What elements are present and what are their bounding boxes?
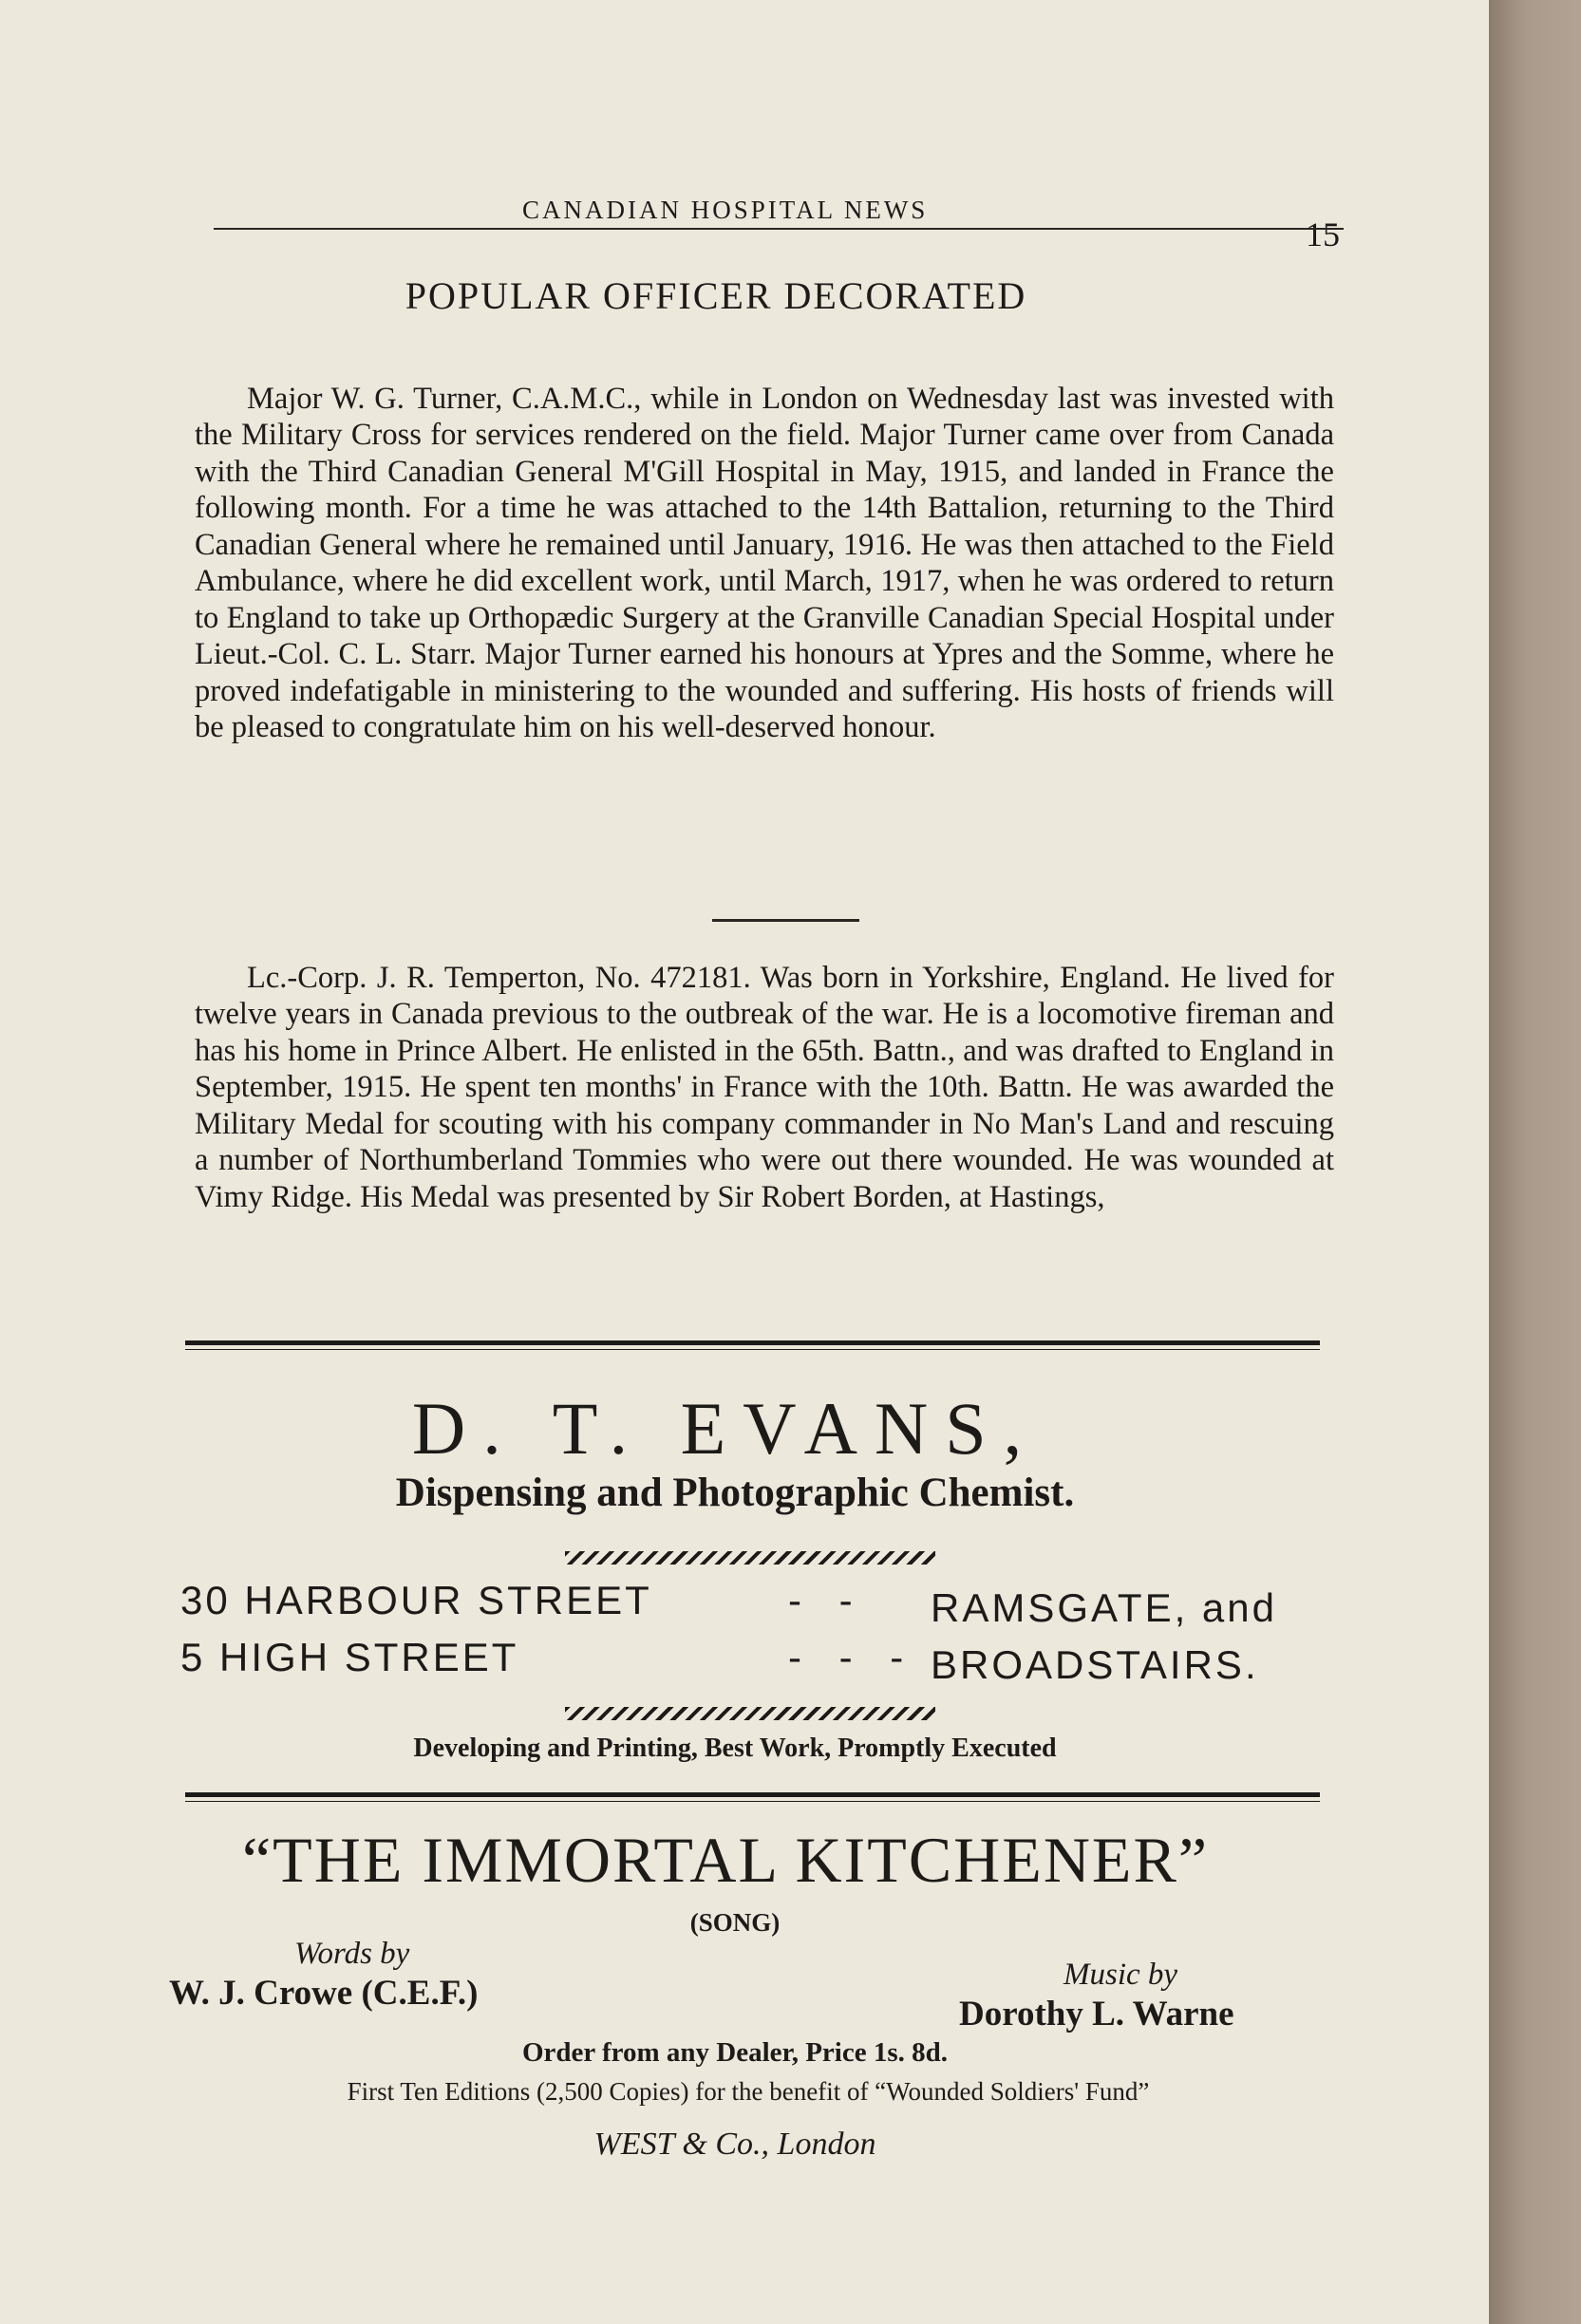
composer-name: Dorothy L. Warne — [959, 1995, 1234, 2034]
advertiser-tagline: Dispensing and Photographic Chemist. — [395, 1471, 1075, 1515]
address-dashes: - - - — [788, 1635, 917, 1679]
advertiser-services: Developing and Printing, Best Work, Promptly Executed — [413, 1734, 1057, 1763]
header-rule — [214, 228, 1344, 230]
ad-divider-bottom — [185, 1792, 1320, 1797]
address-town: RAMSGATE, and — [931, 1585, 1277, 1630]
article-paragraph-turner: Major W. G. Turner, C.A.M.C., while in London on Wednesday last was invested with the Military Cross for services rendered on the field. Major Turner came over from Canada with the Third Canadian General M'Gill Hospital in May, 1915, and landed in France the following month. For a time he was attached to the 14th Battalion, returning to the Third Canadian General where he remained until January, 1916. He was then attached to the Field Ambulance, where he did excellent work, until March, 1917, when he was ordered to return to England to take up Orthopædic Surgery at the Granville Canadian Special Hospital under Lieut.-Col. C. L. Starr. Major Turner earned his honours at Ypres and the Somme, where he proved indefatigable in ministering to the wounded and suffering. His hosts of friends will be pleased to congratulate him on his well-deserved honour. — [195, 381, 1334, 744]
address-street: 30 HARBOUR STREET — [180, 1578, 652, 1622]
publisher: WEST & Co., London — [593, 2127, 876, 2162]
article-paragraph-temperton: Lc.-Corp. J. R. Temperton, No. 472181. Was born in Yorkshire, England. He lived for twelve years in Canada previous to the outbreak of the war. He is a locomotive fireman and has his home in Prince Albert. He enlisted in the 65th. Battn., and was drafted to England in September, 1915. He spent ten months' in France with the 10th. Battn. He was awarded the Military Medal for scouting with his company commander in No Man's Land and rescuing a number of Northumberland Tommies who were out there wounded. He was wounded at Vimy Ridge. His Medal was presented by Sir Robert Borden, at Hastings, — [195, 960, 1334, 1214]
editions-info: First Ten Editions (2,500 Copies) for the benefit of “Wounded Soldiers' Fund” — [347, 2077, 1150, 2106]
words-by-label: Words by — [294, 1937, 410, 1971]
song-title: “THE IMMORTAL KITCHENER” — [242, 1824, 1209, 1896]
order-info: Order from any Dealer, Price 1s. 8d. — [521, 2037, 949, 2068]
song-type: (SONG) — [689, 1908, 781, 1937]
advertiser-name: D. T. EVANS, — [411, 1387, 1040, 1470]
address-line — [180, 1635, 1320, 1692]
ornament-squiggle — [565, 1551, 935, 1565]
page-number: 15 — [1306, 216, 1340, 253]
ad-divider-top — [185, 1340, 1320, 1345]
address-line — [180, 1578, 1320, 1635]
ornament-squiggle — [565, 1707, 935, 1720]
music-by-label: Music by — [1063, 1958, 1178, 1992]
running-title: CANADIAN HOSPITAL NEWS — [522, 196, 929, 224]
address-town: BROADSTAIRS. — [931, 1642, 1259, 1687]
address-street: 5 HIGH STREET — [180, 1635, 519, 1679]
paragraph-separator — [712, 919, 859, 922]
lyricist-name: W. J. Crowe (C.E.F.) — [169, 1974, 479, 2013]
book-spine-edge — [1489, 0, 1581, 2324]
article-title: POPULAR OFFICER DECORATED — [405, 274, 1027, 317]
address-dashes: - - — [788, 1578, 866, 1622]
